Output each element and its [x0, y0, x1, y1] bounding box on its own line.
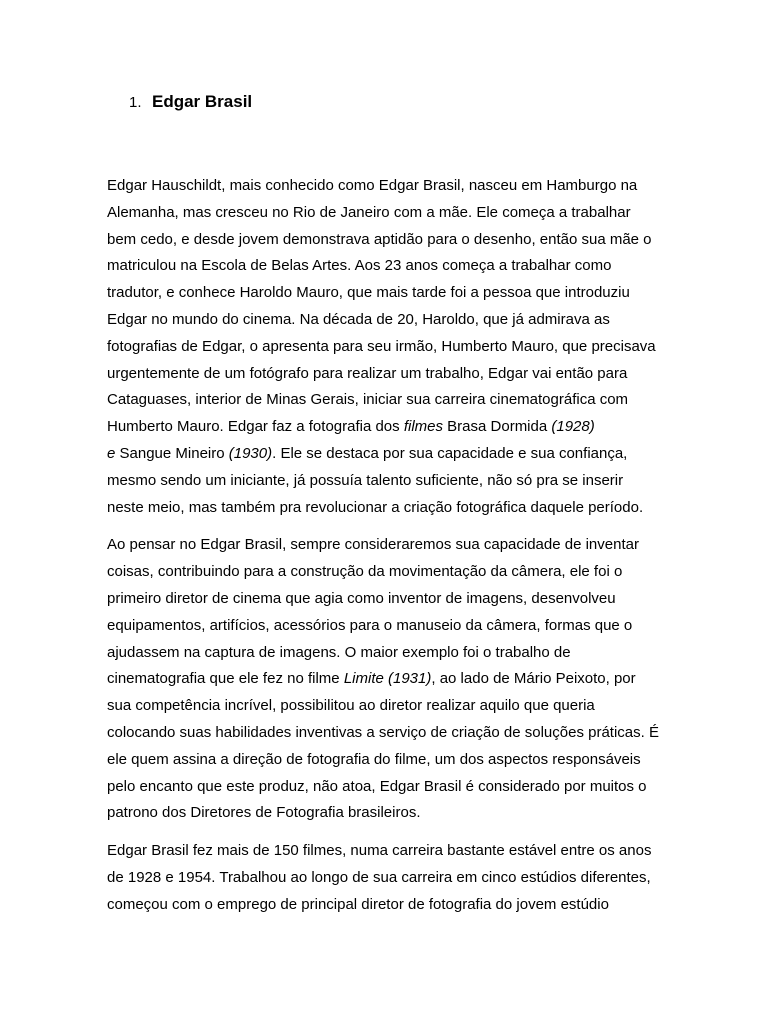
text-run: , ao lado de Mário Peixoto, por [431, 670, 636, 688]
text-run: cinematografia que ele fez no filme [107, 670, 344, 688]
text-line: equipamentos, artifícios, acessórios para o manuseio da câmera, formas que o [107, 616, 633, 634]
text-line: Alemanha, mas cresceu no Rio de Janeiro com a mãe. Ele começa a trabalhar [107, 203, 631, 221]
heading-title: Edgar Brasil [152, 92, 253, 111]
text-line: pelo encanto que este produz, não atoa, Edgar Brasil é considerado por muitos o [107, 777, 647, 795]
text-line: bem cedo, e desde jovem demonstrava aptidão para o desenho, então sua mãe o [107, 230, 652, 248]
italic-text-run: (1928) [551, 418, 595, 436]
text-run: . Ele se destaca por sua capacidade e sua confiança, [272, 444, 628, 462]
text-line: primeiro diretor de cinema que agia como inventor de imagens, desenvolveu [107, 589, 616, 607]
paragraph-2 [107, 532, 667, 827]
text-line [107, 666, 667, 693]
text-line [107, 414, 667, 441]
text-line: ajudassem na captura de imagens. O maior exemplo foi o trabalho de [107, 643, 571, 661]
paragraph-1 [107, 173, 667, 521]
text-line: mesmo sendo um iniciante, já possuía talento suficiente, não só pra se inserir [107, 471, 624, 489]
section-heading [129, 92, 252, 112]
text-line: Edgar Brasil fez mais de 150 filmes, numa carreira bastante estável entre os anos [107, 842, 652, 860]
text-line [107, 441, 667, 468]
paragraph-3 [107, 838, 667, 918]
text-line: matriculou na Escola de Belas Artes. Aos 23 anos começa a trabalhar como [107, 257, 612, 275]
text-line: sua competência incrível, possibilitou ao diretor realizar aquilo que queria [107, 697, 595, 715]
text-line: fotografias de Edgar, o apresenta para seu irmão, Humberto Mauro, que precisava [107, 337, 656, 355]
text-line: Cataguases, interior de Minas Gerais, iniciar sua carreira cinematográfica com [107, 391, 629, 409]
text-line: Edgar Hauschildt, mais conhecido como Edgar Brasil, nasceu em Hamburgo na [107, 177, 638, 194]
text-line: Edgar no mundo do cinema. Na década de 20, Haroldo, que já admirava as [107, 310, 610, 328]
text-line: neste meio, mas também pra revolucionar a criação fotográfica daquele período. [107, 498, 644, 516]
text-run: Sangue Mineiro [115, 444, 229, 462]
text-line: tradutor, e conhece Haroldo Mauro, que mais tarde foi a pessoa que introduziu [107, 284, 630, 302]
document-body [107, 173, 667, 930]
text-line: de 1928 e 1954. Trabalhou ao longo de sua carreira em cinco estúdios diferentes, [107, 868, 651, 886]
text-run: Brasa Dormida [443, 418, 552, 436]
heading-list-number: 1. [129, 94, 142, 111]
text-line: urgentemente de um fotógrafo para realizar um trabalho, Edgar vai então para [107, 364, 628, 382]
text-run: Humberto Mauro. Edgar faz a fotografia dos [107, 418, 404, 436]
text-line: patrono dos Diretores de Fotografia brasileiros. [107, 804, 421, 822]
italic-text-run: e [107, 444, 116, 462]
italic-text-run: filmes [403, 418, 443, 436]
text-line: ele quem assina a direção de fotografia do filme, um dos aspectos responsáveis [107, 750, 641, 768]
text-line: começou com o emprego de principal diretor de fotografia do jovem estúdio [107, 895, 609, 913]
text-line: Ao pensar no Edgar Brasil, sempre consideraremos sua capacidade de inventar [107, 536, 639, 554]
italic-text-run: Limite (1931) [343, 670, 432, 688]
italic-text-run: (1930) [228, 444, 273, 462]
text-line: colocando suas habilidades inventivas a serviço de criação de soluções práticas. É [107, 723, 659, 741]
text-line: coisas, contribuindo para a construção da movimentação da câmera, ele foi o [107, 563, 623, 581]
